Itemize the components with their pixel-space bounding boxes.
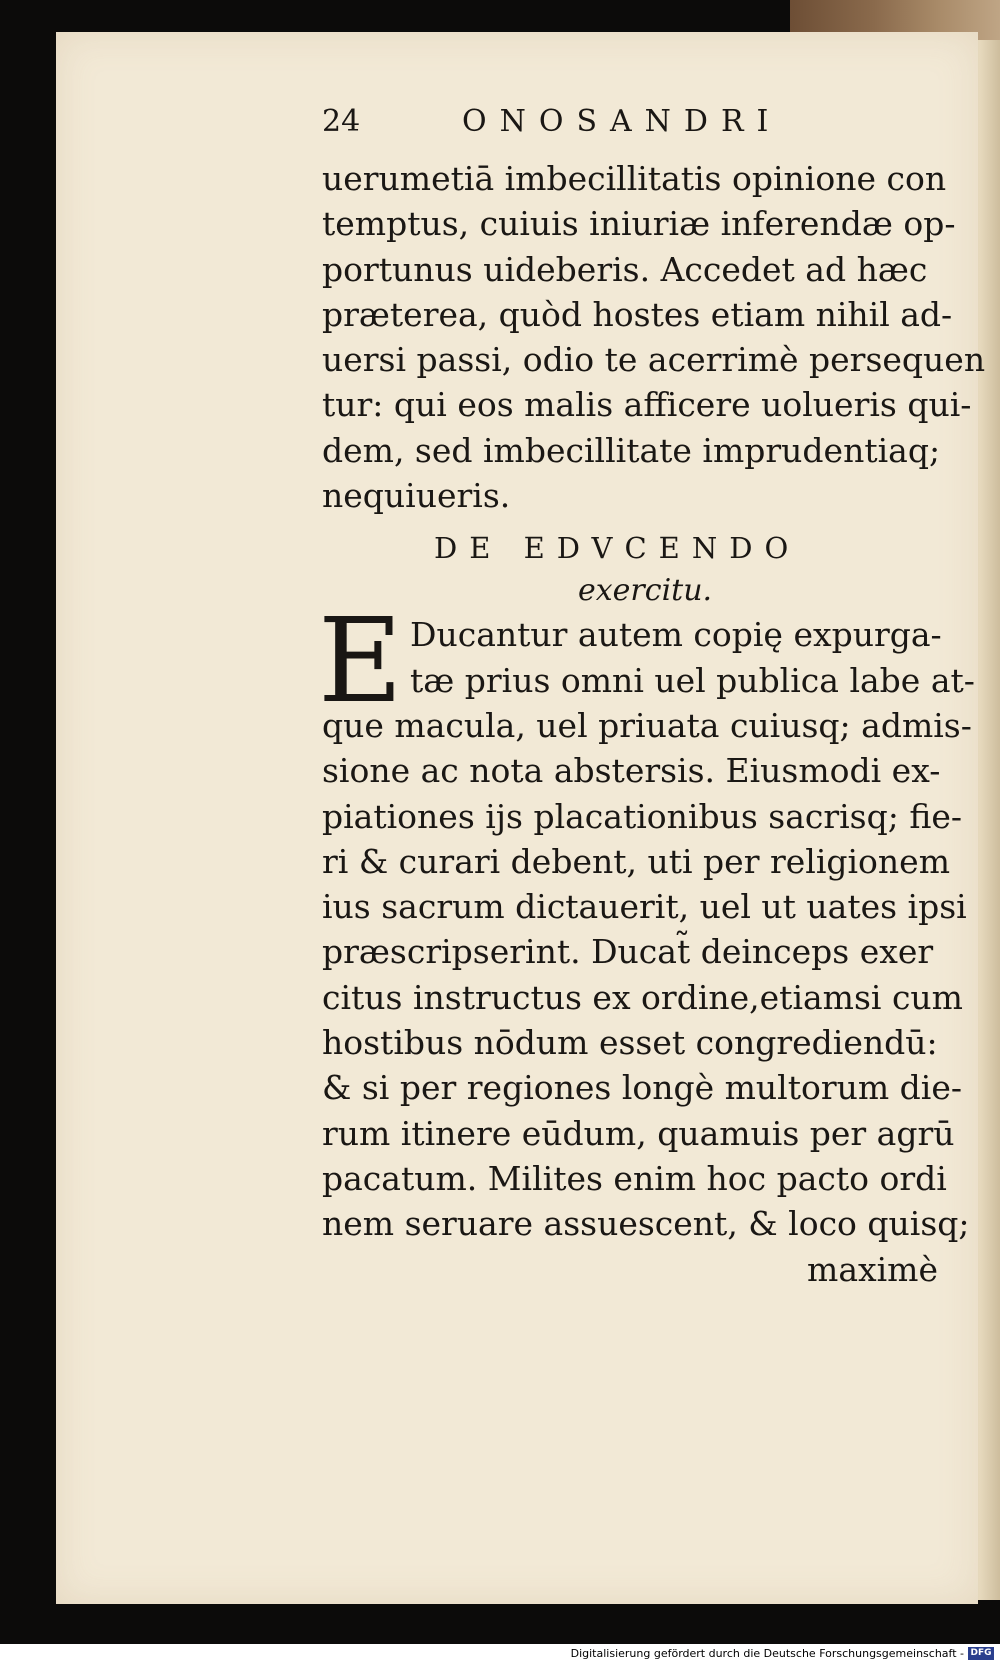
text-line: Ducantur autem copię expurga-: [410, 615, 942, 655]
running-title: ONOSANDRI: [462, 104, 782, 139]
text-line: que macula, uel priuata cuiusq; admis-: [322, 705, 972, 745]
text-line: nem seruare assuescent, & loco quisq;: [322, 1204, 970, 1244]
page-text: [318, 104, 998, 1292]
text-line: citus instructus ex ordine,etiamsi cum: [322, 977, 963, 1017]
text-line: & si per regiones longè multorum die-: [322, 1068, 963, 1108]
text-line: rum itinere eūdum, quamuis per agrū: [322, 1113, 955, 1153]
section-subheading: exercitu.: [578, 573, 713, 609]
paragraph-1: [322, 156, 998, 518]
text-line: uersi passi, odio te acerrimè persequen: [322, 340, 986, 380]
catchword: maximè: [807, 1249, 938, 1289]
section-heading: DE EDVCENDO: [434, 531, 801, 566]
digitization-credit-bar: [0, 1644, 1000, 1664]
text-line: pacatum. Milites enim hoc pacto ordi: [322, 1158, 947, 1198]
dfg-logo: DFG: [968, 1647, 994, 1660]
text-line: temptus, cuiuis iniuriæ inferendæ op-: [322, 204, 956, 244]
drop-capital: E: [318, 594, 403, 730]
text-line: tur: qui eos malis afficere uolueris qui-: [322, 385, 972, 425]
text-line: tæ prius omni uel publica labe at-: [410, 660, 975, 700]
text-line: ri & curari debent, uti per religionem: [322, 841, 950, 881]
text-line: præterea, quòd hostes etiam nihil ad-: [322, 294, 953, 334]
text-line: piationes ijs placationibus sacrisq; fie-: [322, 796, 963, 836]
credit-text: Digitalisierung gefördert durch die Deutsche Forschungsgemeinschaft -: [570, 1647, 964, 1660]
text-line: portunus uideberis. Accedet ad hæc: [322, 249, 928, 289]
paragraph-2: [318, 594, 998, 1246]
text-line: ius sacrum dictauerit, uel ut uates ipsi: [322, 887, 967, 927]
text-line: hostibus nōdum esset congrediendū:: [322, 1023, 938, 1063]
running-head: [322, 104, 998, 156]
text-line: dem, sed imbecillitate imprudentiaq;: [322, 430, 941, 470]
page-number: 24: [322, 104, 361, 139]
text-line: sione ac nota abstersis. Eiusmodi ex-: [322, 751, 941, 791]
text-line: uerumetiā imbecillitatis opinione con: [322, 159, 947, 198]
text-line: nequiueris.: [322, 476, 511, 516]
text-line: præscripserint. Ducat̃ deinceps exer: [322, 932, 934, 972]
